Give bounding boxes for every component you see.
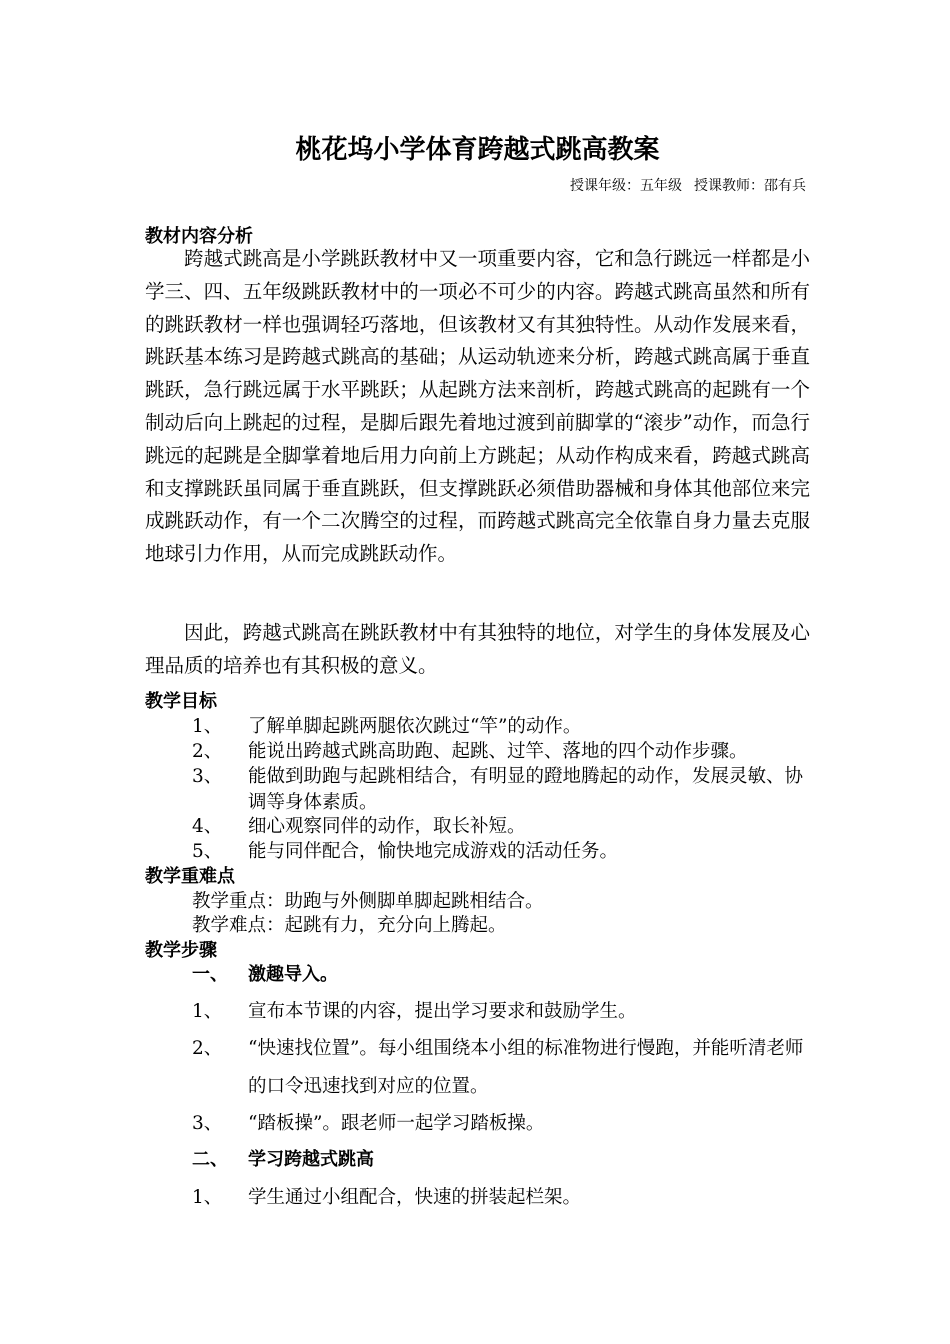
section-number: 一、 (192, 964, 228, 985)
step-text: 学生通过小组配合，快速的拼装起栏架。 (248, 1187, 582, 1208)
goal-number: 3、 (192, 766, 223, 787)
steps-heading: 教学步骤 (145, 940, 217, 961)
analysis-heading: 教材内容分析 (145, 226, 253, 247)
step-text: 宣布本节课的内容，提出学习要求和鼓励学生。 (248, 1001, 637, 1022)
step-text: “快速找位置”。每小组围绕本小组的标准物进行慢跑，并能听清老师的口令迅速找到对应的位置。 (248, 1038, 804, 1097)
difficulty-heading: 教学重难点 (145, 866, 235, 887)
analysis-paragraph-2: 因此，跨越式跳高在跳跃教材中有其独特的地位，对学生的身体发展及心理品质的培养也有其积极的意义。 (145, 621, 810, 677)
difficult-point: 教学难点：起跳有力，充分向上腾起。 (192, 915, 507, 936)
section-title: 学习跨越式跳高 (248, 1149, 374, 1170)
document-meta (570, 175, 806, 197)
step-number: 1、 (192, 1001, 223, 1022)
goals-heading: 教学目标 (145, 691, 217, 712)
section-number: 二、 (192, 1149, 228, 1170)
analysis-paragraph-1: 跨越式跳高是小学跳跃教材中又一项重要内容，它和急行跳远一样都是小学三、四、五年级跳跃教材中的一项必不可少的内容。跨越式跳高虽然和所有的跳跃教材一样也强调轻巧落地，但该教材又有其独特性。从动作发展来看，跳跃基本练习是跨越式跳高的基础；从运动轨迹来分析，跨越式跳高属于垂直跳跃，急行跳远属于水平跳跃；从起跳方法来剖析，跨越式跳高的起跳有一个制动后向上跳起的过程，是脚后跟先着地过渡到前脚掌的“滚步”动作，而急行跳远的起跳是全脚掌着地后用力向前上方跳起；从动作构成来看，跨越式跳高和支撑跳跃虽同属于垂直跳跃，但支撑跳跃必须借助器械和身体其他部位来完成跳跃动作，有一个二次腾空的过程，而跨越式跳高完全依靠自身力量去克服地球引力作用，从而完成跳跃动作。 (145, 247, 810, 566)
goal-number: 2、 (192, 741, 223, 762)
goal-text: 能做到助跑与起跳相结合，有明显的蹬地腾起的动作，发展灵敏、协调等身体素质。 (248, 766, 804, 813)
step-number: 3、 (192, 1113, 223, 1134)
section-title: 激趣导入。 (248, 964, 338, 985)
grade-label: 授课年级：五年级 (570, 178, 682, 194)
goal-text: 细心观察同伴的动作，取长补短。 (248, 816, 526, 837)
teacher-label: 授课教师：邵有兵 (694, 178, 806, 194)
step-number: 2、 (192, 1038, 223, 1059)
goal-text: 能说出跨越式跳高助跑、起跳、过竿、落地的四个动作步骤。 (248, 741, 748, 762)
goal-text: 了解单脚起跳两腿依次跳过“竿”的动作。 (248, 716, 582, 737)
key-point: 教学重点：助跑与外侧脚单脚起跳相结合。 (192, 891, 544, 912)
step-text: “踏板操”。跟老师一起学习踏板操。 (248, 1113, 545, 1134)
goal-number: 4、 (192, 816, 223, 837)
step-number: 1、 (192, 1187, 223, 1208)
goal-text: 能与同伴配合，愉快地完成游戏的活动任务。 (248, 841, 619, 862)
goal-number: 1、 (192, 716, 223, 737)
goal-number: 5、 (192, 841, 223, 862)
document-title: 桃花坞小学体育跨越式跳高教案 (295, 135, 660, 165)
